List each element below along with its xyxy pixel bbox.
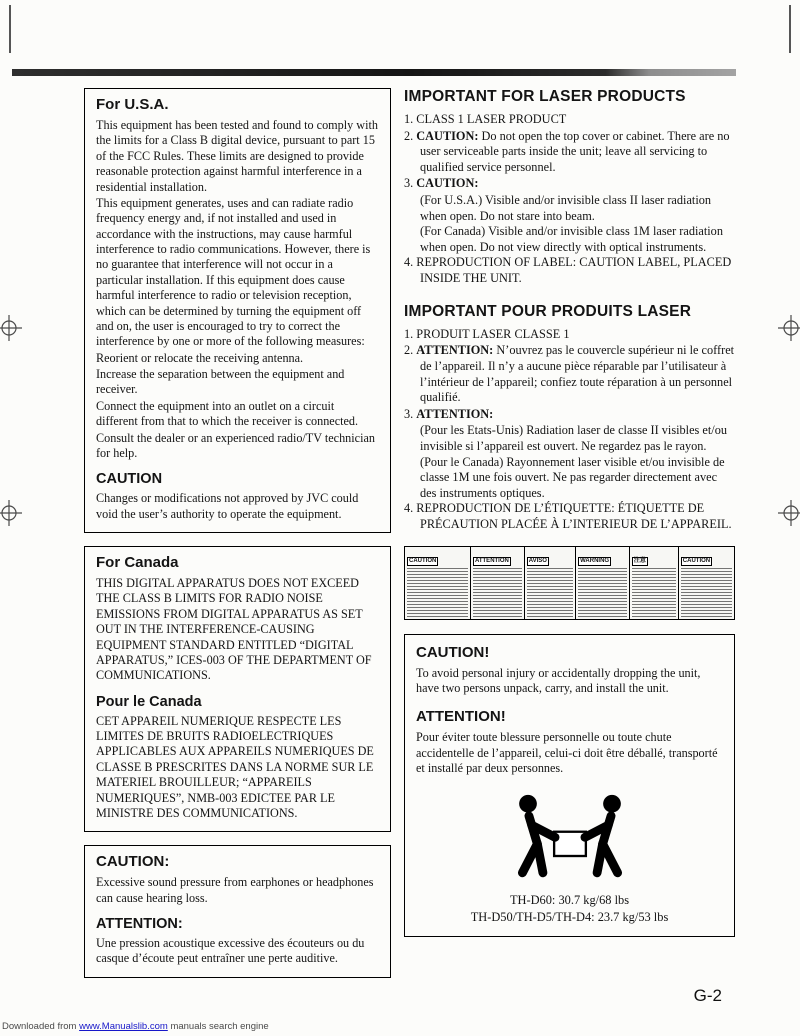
label-fine-print	[527, 568, 573, 619]
laser-en-item-1: 1. CLASS 1 LASER PRODUCT	[404, 112, 567, 126]
page-number: G-2	[693, 986, 722, 1005]
label-column-aviso: AVISO	[525, 547, 576, 619]
for-usa-box	[84, 88, 391, 533]
footer-prefix: Downloaded from	[2, 1021, 80, 1032]
right-column	[404, 88, 735, 950]
print-tick-mark	[9, 5, 11, 53]
laser-en-item-3-sub-1: (For U.S.A.) Visible and/or invisible class II laser radiation when open. Do not stare into beam.	[420, 193, 712, 223]
hearing-caution-text: Excessive sound pressure from earphones or headphones can cause hearing loss.	[96, 875, 374, 905]
laser-fr-item-3-sub-1: (Pour les Etats-Unis) Radiation laser de classe II visibles et/ou invisible si l’appareil est ouvert. Ne regardez pas le rayon.	[420, 423, 728, 453]
two-person-lift-icon	[416, 789, 723, 886]
lift-attention-text: Pour éviter toute blessure personnelle ou toute chute accidentelle de l’appareil, celui-ci doit être déballé, transporté et installé par deux personnes.	[416, 730, 718, 776]
usa-caution-title: CAUTION	[96, 471, 163, 488]
label-column-caution-jp: CAUTION	[679, 547, 734, 619]
caution-label-plate	[404, 546, 735, 620]
fcc-paragraph-1: This equipment has been tested and found to comply with the limits for a Class B digital device, pursuant to part 15 of the FCC Rules. These limits are designed to provide reasonable protection against harmful interference in a residential installation.	[96, 118, 378, 194]
unit-weight-1: TH-D60: 30.7 kg/68 lbs	[509, 892, 630, 907]
canada-text-en: THIS DIGITAL APPARATUS DOES NOT EXCEED THE CLASS B LIMITS FOR RADIO NOISE EMISSIONS FROM DIGITAL APPARATUS AS SET OUT IN THE INTERFERENCE-CAUSING EQUIPMENT STANDARD ENTITLED “DIGITAL APPARATUS,” ICES-003 OF THE DEPARTMENT OF COMMUNICATIONS.	[96, 576, 372, 683]
canada-text-fr: CET APPAREIL NUMERIQUE RESPECTE LES LIMITES DE BRUITS RADIOELECTRIQUES APPLICABLES AUX APPAREILS NUMERIQUES DE CLASSE B PRESCRITES DANS LA NORME SUR LE MATERIEL BROUILLEUR; “APPAREILS NUMERIQUES”, NMB-003 EDICTEE PAR LE MINISTRE DES COMMUNICATIONS.	[96, 713, 374, 820]
fcc-measure-2: Increase the separation between the equipment and receiver.	[96, 367, 345, 397]
laser-fr-item-4: 4. REPRODUCTION DE L’ÉTIQUETTE: ÉTIQUETTE DE PRÉCAUTION PLACÉE À L’INTERIEUR DE L’APPAREIL.	[404, 501, 732, 532]
footer-suffix: manuals search engine	[167, 1021, 269, 1032]
label-column-attention: ATTENTION	[471, 547, 525, 619]
label-column-chinese: 注意	[630, 547, 679, 619]
lift-caution-title: CAUTION!	[416, 643, 490, 661]
laser-en-item-3-sub-2: (For Canada) Visible and/or invisible class 1M laser radiation when open. Do not view directly with optical instruments.	[420, 224, 723, 254]
laser-fr-item-3: 3. ATTENTION:	[404, 406, 494, 421]
lift-caution-text: To avoid personal injury or accidentally dropping the unit, have two persons unpack, carry, and install the unit.	[416, 665, 701, 695]
lifting-caution-box	[404, 634, 735, 938]
registration-crosshair-icon	[778, 500, 800, 526]
for-canada-box	[84, 546, 391, 832]
label-fine-print	[681, 568, 732, 619]
label-fine-print	[632, 568, 676, 619]
laser-fr-item-1: 1. PRODUIT LASER CLASSE 1	[404, 326, 570, 341]
laser-en-item-3: 3. CAUTION:	[404, 176, 479, 191]
download-footer	[2, 1021, 269, 1032]
lift-attention-title: ATTENTION!	[416, 708, 506, 726]
fcc-measure-3: Connect the equipment into an outlet on a circuit different from that to which the receiver is connected.	[96, 398, 359, 429]
label-fine-print	[407, 568, 468, 619]
laser-en-item-2: 2. CAUTION: Do not open the top cover or cabinet. There are no user serviceable parts inside the unit; leave all servicing to qualified service personnel.	[404, 128, 730, 174]
laser-products-title-en: IMPORTANT FOR LASER PRODUCTS	[404, 88, 686, 105]
registration-crosshair-icon	[778, 315, 800, 341]
label-fine-print	[473, 568, 522, 619]
hearing-attention-title: ATTENTION:	[96, 916, 183, 932]
hearing-caution-title: CAUTION:	[96, 853, 170, 871]
registration-crosshair-icon	[0, 500, 22, 526]
usa-caution-text: Changes or modifications not approved by JVC could void the user’s authority to operate the equipment.	[96, 491, 359, 521]
left-column	[84, 88, 391, 991]
label-column-caution-en: CAUTION	[405, 547, 471, 619]
laser-fr-item-3-sub-2: (Pour le Canada) Rayonnement laser visible et/ou invisible de classe 1M une fois ouvert. Ne pas regarder directement avec des instruments optiques.	[420, 454, 725, 500]
laser-fr-item-2: 2. ATTENTION: N’ouvrez pas le couvercle supérieur ni le coffret de l’appareil. Il n’y a aucune pièce réparable par l’utilisateur à l’intérieur de l’appareil; confiez toute réparation à un personnel qualifié.	[404, 343, 735, 405]
laser-en-item-4: 4. REPRODUCTION OF LABEL: CAUTION LABEL, PLACED INSIDE THE UNIT.	[404, 255, 732, 286]
print-tick-mark	[789, 5, 791, 53]
laser-products-title-fr: IMPORTANT POUR PRODUITS LASER	[404, 302, 692, 320]
label-column-warning: WARNING	[576, 547, 630, 619]
fcc-measure-1: Reorient or relocate the receiving antenna.	[96, 350, 304, 365]
unit-weight-2: TH-D50/TH-D5/TH-D4: 23.7 kg/53 lbs	[470, 909, 669, 924]
manualslib-link[interactable]: www.Manualslib.com	[79, 1021, 168, 1032]
for-usa-title: For U.S.A.	[96, 96, 169, 113]
label-fine-print	[578, 568, 627, 619]
top-divider-bar	[12, 69, 736, 76]
pour-le-canada-title: Pour le Canada	[96, 693, 202, 710]
registration-crosshair-icon	[0, 315, 22, 341]
fcc-measure-4: Consult the dealer or an experienced radio/TV technician for help.	[96, 430, 375, 460]
hearing-caution-box	[84, 845, 391, 978]
for-canada-title: For Canada	[96, 554, 179, 571]
fcc-paragraph-2: This equipment generates, uses and can radiate radio frequency energy and, if not installed and used in accordance with the instructions, may cause harmful interference to radio communications. However, there is no guarantee that interference will not occur in a particular installation. If this equipment does cause harmful interference to radio or television reception, which can be determined by turning the equipment off and on, the user is encouraged to try to correct the interference by one or more of the following measures:	[96, 195, 371, 349]
hearing-attention-text: Une pression acoustique excessive des écouteurs ou du casque d’écoute peut entraîner une perte auditive.	[96, 936, 365, 966]
